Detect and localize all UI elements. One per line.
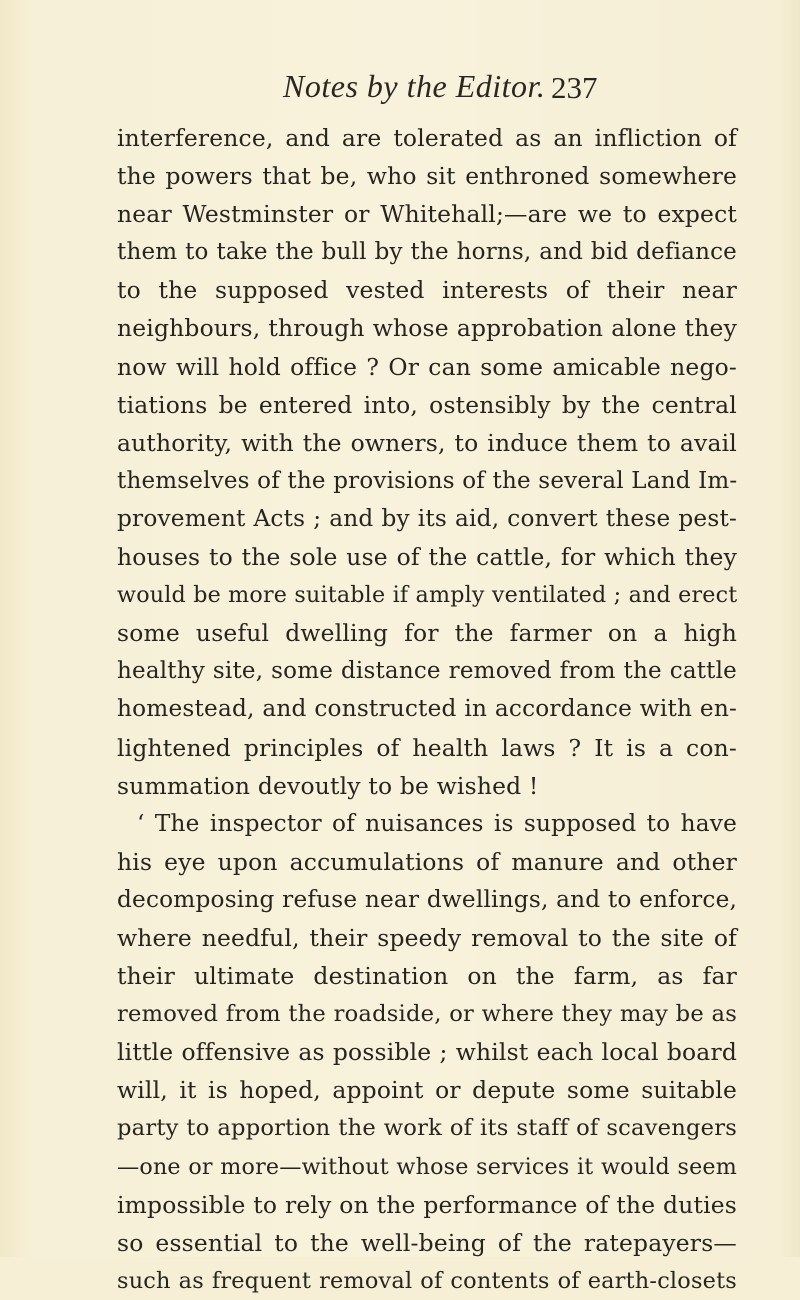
text-line: some useful dwelling for the farmer on a high [117, 619, 737, 648]
running-head: Notes by the Editor. [283, 68, 546, 104]
text-line: now will hold office ? Or can some amicable nego- [117, 352, 737, 381]
text-line: the powers that be, who sit enthroned somewhere [117, 162, 737, 191]
text-line: them to take the bull by the horns, and bid defiance [117, 239, 737, 266]
text-line: houses to the sole use of the cattle, for which they [117, 543, 737, 572]
body-text [117, 119, 737, 1300]
text-line: themselves of the provisions of the several Land Im- [117, 467, 738, 494]
text-line: —one or more—without whose services it would seem [117, 1153, 737, 1180]
text-line: his eye upon accumulations of manure and other [117, 847, 737, 876]
text-line: such as frequent removal of contents of earth-closets [117, 1267, 737, 1294]
text-line: tiations be entered into, ostensibly by the central [117, 390, 737, 419]
text-line: authority, with the owners, to induce them to avail [117, 428, 737, 457]
paragraph-end-line: summation devoutly to be wished ! [117, 771, 539, 800]
text-line: removed from the roadside, or where they may be as [117, 1001, 737, 1028]
text-line: impossible to rely on the performance of the duties [117, 1190, 737, 1219]
page-number: 237 [551, 70, 598, 105]
text-line: little offensive as possible ; whilst each local board [117, 1038, 737, 1067]
text-line: healthy site, some distance removed from the cattle [117, 658, 737, 685]
text-line: would be more suitable if amply ventilated ; and erect [117, 582, 738, 609]
text-line: homestead, and constructed in accordance with en- [117, 695, 737, 723]
text-line: will, it is hoped, appoint or depute some suitable [117, 1076, 737, 1105]
text-line: neighbours, through whose approbation alone they [117, 314, 737, 343]
text-line: party to apportion the work of its staff of scavengers [117, 1115, 737, 1142]
text-line: decomposing refuse near dwellings, and to enforce, [117, 885, 738, 913]
paragraph-start-line: ‘ The inspector of nuisances is supposed to have [137, 809, 737, 837]
text-line: near Westminster or Whitehall;—are we to expect [117, 200, 737, 229]
text-line: lightened principles of health laws ? It is a con- [117, 733, 737, 762]
text-line: their ultimate destination on the farm, as far [117, 962, 737, 991]
text-line: interference, and are tolerated as an infliction of [117, 124, 737, 152]
text-line: so essential to the well-being of the ratepayers— [117, 1228, 737, 1257]
text-line: provement Acts ; and by its aid, convert these pest- [117, 504, 737, 532]
text-line: where needful, their speedy removal to the site of [117, 923, 737, 952]
page-header [283, 68, 723, 108]
text-line: to the supposed vested interests of their near [117, 276, 737, 305]
